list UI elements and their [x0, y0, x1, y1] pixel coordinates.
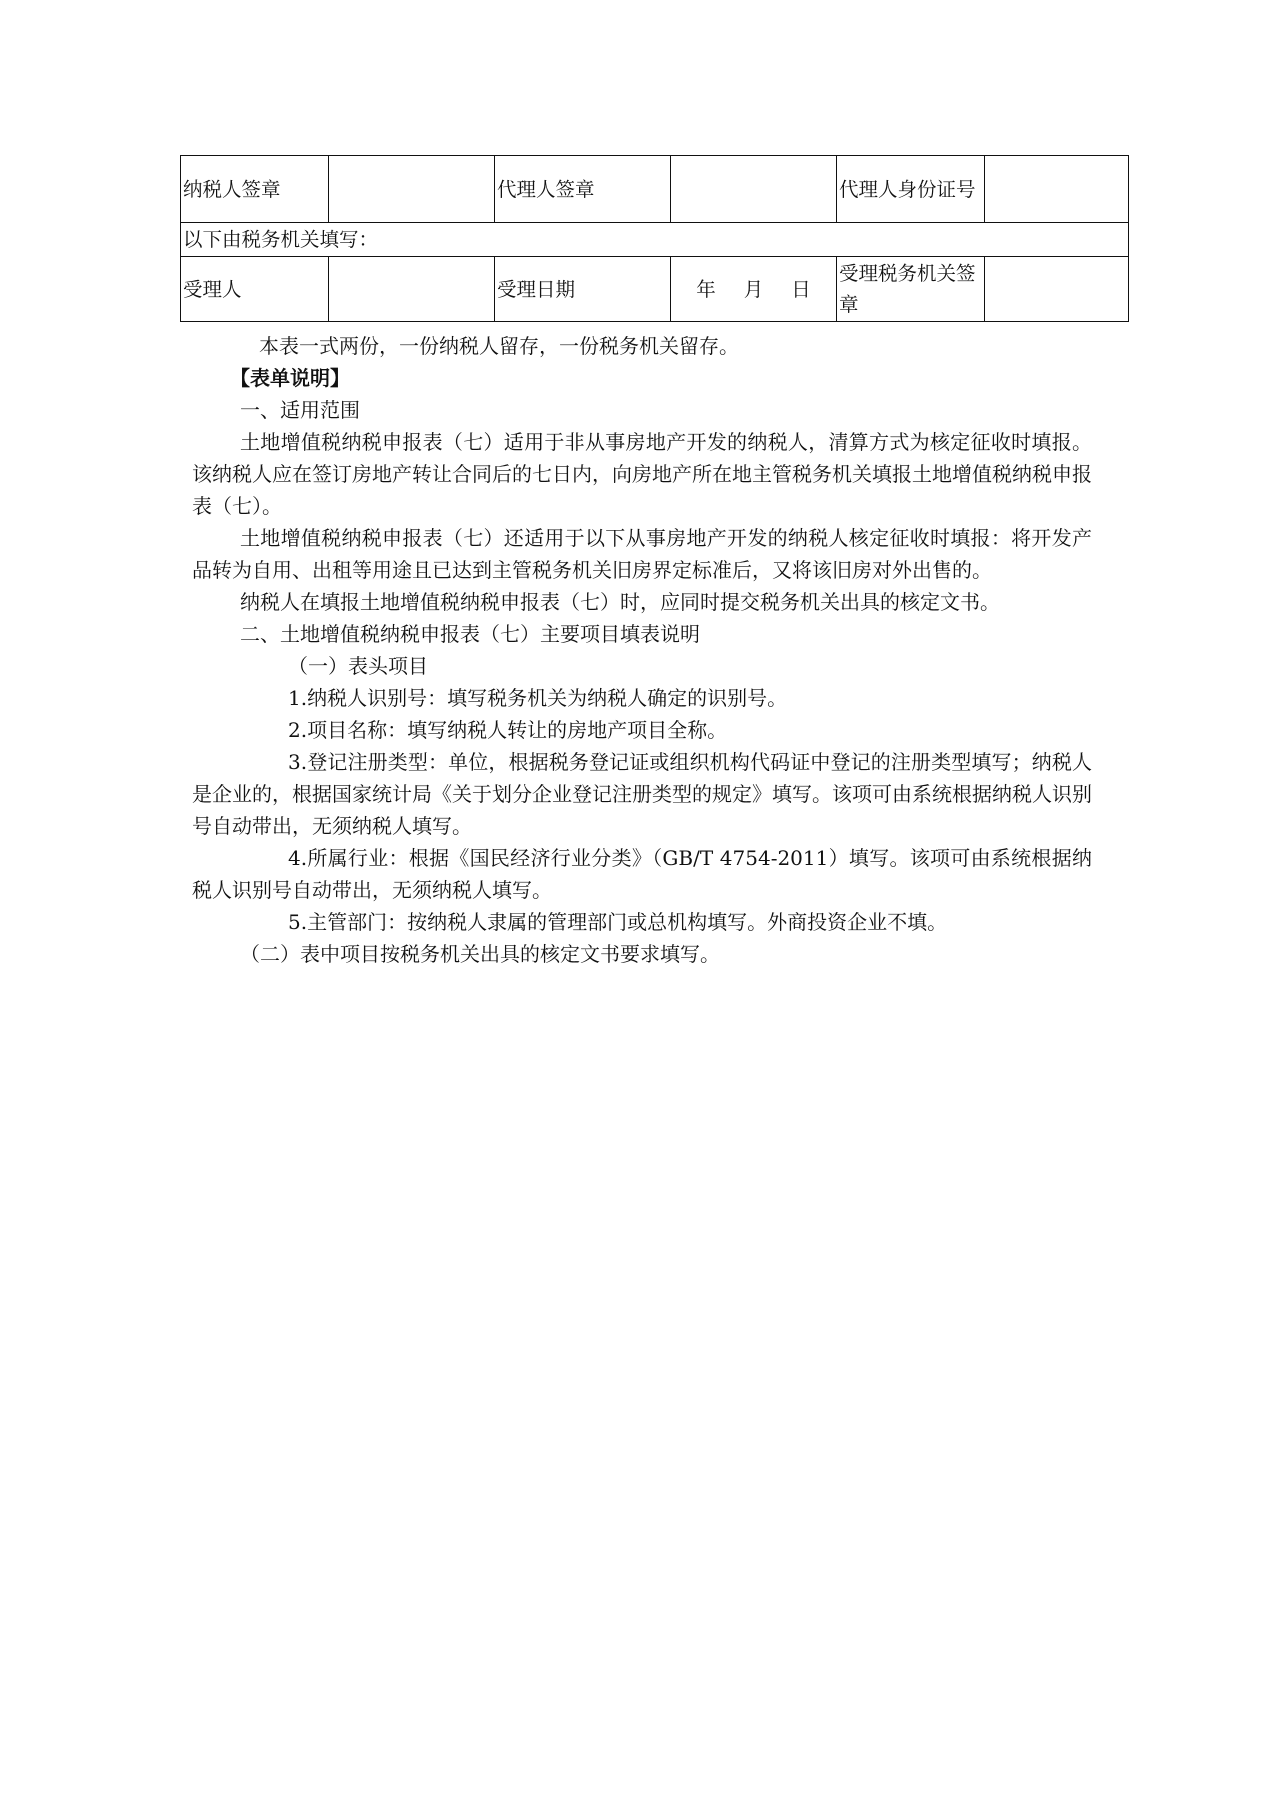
date-day: 日 [791, 277, 811, 301]
signature-row [181, 156, 1129, 223]
item-1: 1.纳税人识别号：填写税务机关为纳税人确定的识别号。 [288, 686, 788, 710]
agent-sign-label: 代理人签章 [495, 156, 671, 223]
agent-sign-field[interactable] [671, 156, 837, 223]
item-3: 3.登记注册类型：单位，根据税务登记证或组织机构代码证中登记的注册类型填写；纳税人是企业的，根据国家统计局《关于划分企业登记注册类型的规定》填写。该项可由系统根据纳税人识别号自动带出，无须纳税人填写。 [192, 750, 1092, 838]
item-5: 5.主管部门：按纳税人隶属的管理部门或总机构填写。外商投资企业不填。 [288, 910, 948, 934]
instructions-heading: 【表单说明】 [230, 366, 350, 390]
office-seal-label: 受理税务机关签章 [837, 257, 985, 322]
tax-office-row [181, 223, 1129, 257]
copies-note: 本表一式两份，一份纳税人留存，一份税务机关留存。 [259, 334, 739, 358]
item-2: 2.项目名称：填写纳税人转让的房地产项目全称。 [288, 718, 728, 742]
signature-table [180, 155, 1129, 322]
date-year: 年 [696, 277, 716, 301]
section-1-title: 一、适用范围 [240, 398, 360, 422]
acceptance-row [181, 257, 1129, 322]
subsection-1-title: （一）表头项目 [288, 654, 428, 678]
item-4: 4.所属行业：根据《国民经济行业分类》（GB/T 4754-2011）填写。该项可由系统根据纳税人识别号自动带出，无须纳税人填写。 [192, 846, 1092, 902]
agent-id-field[interactable] [985, 156, 1129, 223]
receive-date-field[interactable] [671, 257, 837, 322]
section-1-paragraph-3: 纳税人在填报土地增值税纳税申报表（七）时，应同时提交税务机关出具的核定文书。 [240, 590, 1000, 614]
receiver-label: 受理人 [181, 257, 329, 322]
form-instructions [192, 330, 1092, 970]
office-seal-field[interactable] [985, 257, 1129, 322]
section-1-paragraph-2: 土地增值税纳税申报表（七）还适用于以下从事房地产开发的纳税人核定征收时填报：将开发产品转为自用、出租等用途且已达到主管税务机关旧房界定标准后，又将该旧房对外出售的。 [192, 526, 1092, 582]
date-month: 月 [743, 277, 764, 301]
section-2-title: 二、土地增值税纳税申报表（七）主要项目填表说明 [240, 622, 700, 646]
taxpayer-sign-field[interactable] [329, 156, 495, 223]
tax-office-fill-label: 以下由税务机关填写： [181, 223, 1129, 257]
section-1-paragraph-1: 土地增值税纳税申报表（七）适用于非从事房地产开发的纳税人，清算方式为核定征收时填报。该纳税人应在签订房地产转让合同后的七日内，向房地产所在地主管税务机关填报土地增值税纳税申报表（七）。 [192, 430, 1092, 518]
subsection-2-title: （二）表中项目按税务机关出具的核定文书要求填写。 [240, 942, 720, 966]
receiver-field[interactable] [329, 257, 495, 322]
agent-id-label: 代理人身份证号 [837, 156, 985, 223]
receive-date-label: 受理日期 [495, 257, 671, 322]
taxpayer-sign-label: 纳税人签章 [181, 156, 329, 223]
